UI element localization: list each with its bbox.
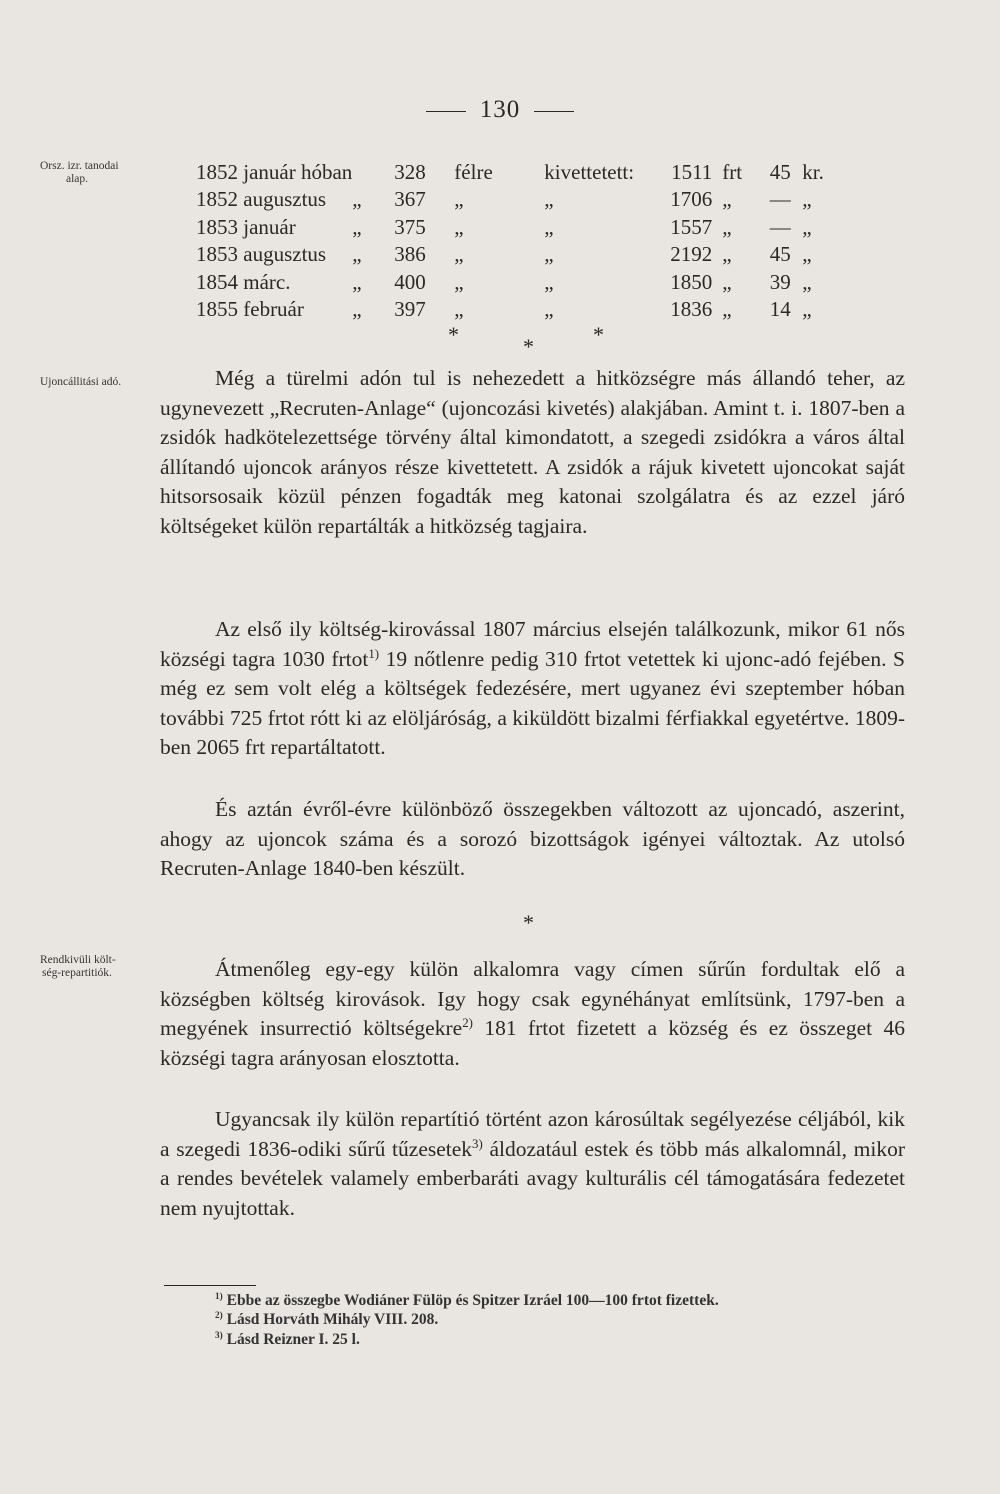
tax-frt: „ bbox=[722, 242, 732, 267]
tax-felre: „ bbox=[454, 214, 464, 239]
tax-date: 1853 január bbox=[196, 214, 296, 239]
margin-note-orsz bbox=[40, 160, 170, 186]
tax-frt: „ bbox=[722, 297, 732, 322]
tax-amount: 1836 bbox=[670, 297, 713, 322]
ditto-mark: „ bbox=[352, 269, 362, 294]
tax-row bbox=[196, 213, 832, 241]
tax-kivettetett: kivettetett: bbox=[544, 159, 635, 184]
text-run: áldozatául estek és több más alkalomnál, mikor a rendes bevételek valamely emberbaráti avagy kulturális cél támogatására fedezetet nem nyujtottak. bbox=[160, 1136, 905, 1220]
ditto-mark: „ bbox=[352, 214, 362, 239]
tax-frt: „ bbox=[722, 214, 732, 239]
tax-kivettetett: „ bbox=[544, 214, 554, 239]
tax-date: 1854 márc. bbox=[196, 269, 291, 294]
footnote-mark: 1) bbox=[215, 1291, 223, 1302]
page-number bbox=[0, 96, 1000, 124]
footnote-ref: 1) bbox=[368, 646, 380, 661]
tax-frt: „ bbox=[722, 269, 732, 294]
margin-note-line: alap. bbox=[66, 173, 89, 185]
tax-count: 397 bbox=[394, 297, 426, 322]
tax-kr: 14 bbox=[769, 297, 791, 322]
margin-note-rendkivuli bbox=[40, 954, 170, 980]
tax-date: 1855 február bbox=[196, 297, 304, 322]
tax-felre: „ bbox=[454, 187, 464, 212]
footnote-mark: 2) bbox=[215, 1310, 223, 1321]
dash-right bbox=[534, 111, 574, 112]
tax-count: 328 bbox=[394, 159, 426, 184]
tax-amount: 2192 bbox=[670, 242, 713, 267]
tax-unit: kr. bbox=[802, 159, 824, 184]
tax-unit: „ bbox=[802, 297, 812, 322]
paragraph bbox=[160, 1105, 905, 1223]
tax-count: 386 bbox=[394, 242, 426, 267]
footnote-text: Lásd Reizner I. 25 l. bbox=[226, 1331, 360, 1348]
tax-kivettetett: „ bbox=[544, 297, 554, 322]
footnote bbox=[215, 1311, 915, 1329]
footnote-mark: 3) bbox=[215, 1330, 223, 1341]
footnote-rule bbox=[164, 1285, 256, 1286]
asterisk: * bbox=[523, 910, 534, 935]
tax-felre: „ bbox=[454, 297, 464, 322]
tax-kr: 39 bbox=[769, 269, 791, 294]
tax-felre: „ bbox=[454, 242, 464, 267]
tax-amount: 1850 bbox=[670, 269, 713, 294]
tax-unit: „ bbox=[802, 187, 812, 212]
tax-kr: 45 bbox=[769, 242, 791, 267]
tax-count: 367 bbox=[394, 187, 426, 212]
text-run: Ugyancsak ily külön repartítió történt azon károsúltak segélyezése céljából, kik a szegedi 1836-odiki sűrű tűzesetek bbox=[160, 1107, 905, 1161]
tax-amount: 1557 bbox=[670, 214, 713, 239]
tax-unit: „ bbox=[802, 269, 812, 294]
paragraph bbox=[160, 615, 905, 763]
margin-note-line: ség-repartitiók. bbox=[42, 967, 112, 979]
footnote-ref: 3) bbox=[472, 1136, 483, 1151]
footnote-ref: 2) bbox=[462, 1015, 473, 1030]
asterisk: * bbox=[448, 322, 459, 347]
paragraph bbox=[160, 955, 905, 1073]
tax-row bbox=[196, 268, 832, 296]
margin-note-ujoncallitasi bbox=[40, 376, 170, 389]
footnote bbox=[215, 1292, 915, 1310]
tax-unit: „ bbox=[802, 214, 812, 239]
ditto-mark: „ bbox=[352, 297, 362, 322]
footnote bbox=[215, 1331, 915, 1349]
tax-count: 375 bbox=[394, 214, 426, 239]
tax-kivettetett: „ bbox=[544, 187, 554, 212]
tax-felre: félre bbox=[454, 159, 493, 184]
tax-frt: „ bbox=[722, 187, 732, 212]
tax-kivettetett: „ bbox=[544, 269, 554, 294]
asterisk: * bbox=[593, 322, 604, 347]
tax-row bbox=[196, 158, 832, 186]
margin-note-line: Rendkivüli költ- bbox=[40, 954, 116, 966]
ditto-mark bbox=[352, 158, 394, 186]
tax-row bbox=[196, 241, 832, 269]
tax-felre: „ bbox=[454, 269, 464, 294]
text-run: 19 nőtlenre pedig 310 frtot vetettek ki ujonc-adó fejében. S még ez sem volt elég a költségek fedezésére, mert ugyanez évi szeptember hóban további 725 frtot rótt ki az elöljáróság, a kiküldött bizalmi férfiakkal egyetértve. 1809-ben 2065 frt repartáltatott. bbox=[160, 646, 905, 759]
margin-note-line: Ujoncállitási adó. bbox=[40, 376, 122, 388]
margin-note-line: Orsz. izr. tanodai bbox=[40, 160, 119, 172]
tax-amount: 1706 bbox=[670, 187, 713, 212]
footnote-text: Ebbe az összegbe Wodiáner Fülöp és Spitzer Izráel 100—100 frtot fizettek. bbox=[226, 1292, 719, 1309]
dash-left bbox=[426, 111, 466, 112]
tax-unit: „ bbox=[802, 242, 812, 267]
tax-row bbox=[196, 296, 832, 324]
tax-amount: 1511 bbox=[671, 159, 713, 184]
text-run: 181 frtot fizetett a község és ez összeget 46 községi tagra arányosan elosztotta. bbox=[160, 1016, 905, 1070]
paragraph: És aztán évről-évre különböző összegekben változott az ujoncadó, aszerint, ahogy az ujoncok száma és a sorozó bizottságok igényei változtak. Az utolsó Recruten-Anlage 1840-ben készült. bbox=[160, 797, 905, 880]
tax-date: 1852 augusztus bbox=[196, 187, 327, 212]
tax-kivettetett: „ bbox=[544, 242, 554, 267]
footnote-text: Lásd Horváth Mihály VIII. 208. bbox=[226, 1311, 439, 1328]
page-number-text: 130 bbox=[479, 96, 521, 123]
tax-date: 1853 augusztus bbox=[196, 242, 327, 267]
tax-row bbox=[196, 186, 832, 214]
text-run: Átmenőleg egy-egy külön alkalomra vagy címen sűrűn fordultak elő a községben költség kirovások. Igy hogy csak egynéhányat említsünk, 1797-ben a megyének insurrectió költségekre bbox=[160, 957, 905, 1040]
tax-frt: frt bbox=[722, 159, 743, 184]
asterisk: * bbox=[523, 334, 534, 359]
tax-kr: — bbox=[769, 187, 791, 212]
tax-kr: 45 bbox=[769, 159, 791, 184]
ditto-mark: „ bbox=[352, 242, 362, 267]
tax-kr: — bbox=[769, 214, 791, 239]
text-run: Az első ily költség-kirovással 1807 március elsején találkozunk, mikor 61 nős községi tagra 1030 frtot bbox=[160, 617, 905, 671]
tax-table bbox=[196, 158, 832, 323]
tax-count: 400 bbox=[394, 269, 426, 294]
ditto-mark: „ bbox=[352, 187, 362, 212]
tax-date: 1852 január hóban bbox=[196, 159, 353, 184]
paragraph: Még a türelmi adón tul is nehezedett a hitközségre más állandó teher, az ugynevezett „Recruten-Anlage“ (ujoncozási kivetés) alakjában. Amint t. i. 1807-ben a zsidók hadkötelezettsége törvény által kimondatott, a szegedi zsidókra a város által állítandó ujoncok arányos része kivettetett. A zsidók a rájuk kivetett ujoncokat saját hitsorsosaik közül pénzen fogadták meg katonai szolgálatra és az ezzel járó költségeket külön repartálták a hitközség tagjaira. bbox=[160, 366, 905, 538]
